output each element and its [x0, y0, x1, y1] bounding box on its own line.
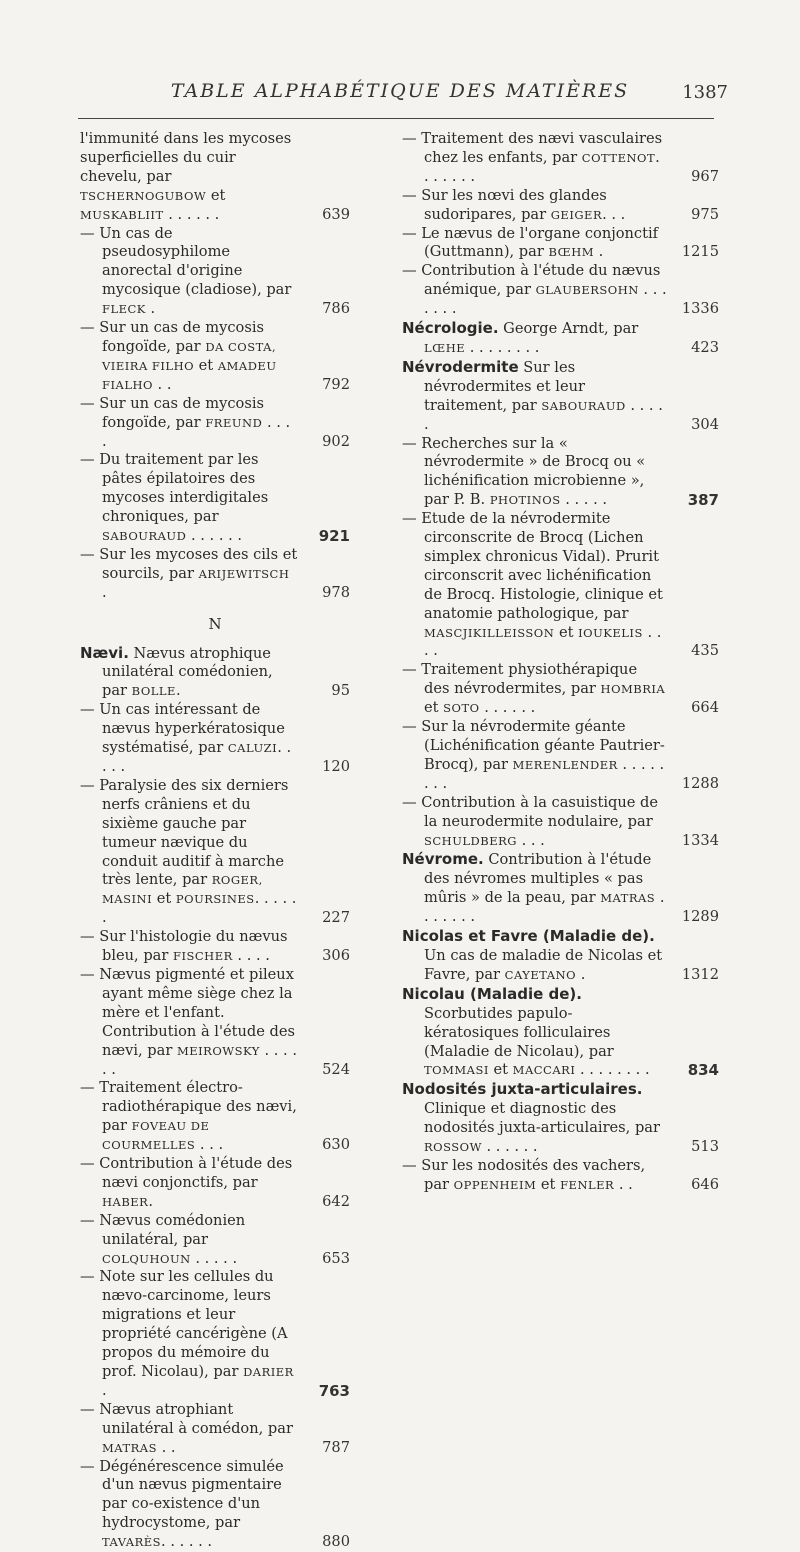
entry-text: — Du traitement par les pâtes épilatoires des mycoses interdigitales chroniques, par	[80, 451, 269, 526]
entry-page: 630	[322, 1136, 350, 1154]
entry-heading: Nécrologie.	[402, 319, 499, 338]
index-entry: Névrome. Contribution à l'étude des névromes multiples « pas mûris » de la peau, par MATRAS . . . . . . . 1289	[402, 850, 719, 926]
entry-conj: et	[198, 356, 214, 374]
entry-heading: Névrome.	[402, 850, 484, 869]
entry-page: 1289	[681, 908, 719, 926]
entry-author: BOLLE	[131, 684, 176, 699]
entry-author: TSCHERNOGUBOW	[80, 188, 207, 203]
entry-text: — Nævus comédonien unilatéral, par	[80, 1211, 246, 1248]
entry-page: 387	[687, 491, 719, 510]
index-entry: — Note sur les cellules du nævo-carcinome, leurs migrations et leur propriété cancérigène (A propos du mémoire du prof. Nicolau), par DARIER . 763	[80, 1268, 350, 1400]
entry-conj: et	[493, 1061, 509, 1079]
entry-author: COLQUHOUN	[102, 1251, 191, 1266]
index-entry: — Contribution à la casuistique de la neurodermite nodulaire, par SCHULDBERG . . . 1334	[402, 793, 719, 849]
index-entry: — Contribution à l'étude des nævi conjonctifs, par HABER. 642	[80, 1155, 350, 1210]
entry-text: — Nævus atrophiant unilatéral à comédon, par	[80, 1400, 293, 1437]
index-entry: — Paralysie des six derniers nerfs crâniens et du sixième gauche par tumeur nævique du conduit auditif à marche très lente, par ROGER, MASINI et POURSINES. . . . . . 227	[80, 776, 350, 927]
entry-author: PHOTINOS	[489, 493, 561, 508]
index-entry: — Nævus pigmenté et pileux ayant même siège chez la mère et l'enfant. Contribution à l'étude des nævi, par MEIROWSKY . . . . . . 524	[80, 965, 350, 1078]
index-entry: — Sur les nœvi des glandes sudoripares, par GEIGER. . . 975	[402, 186, 719, 223]
index-entry: Névrodermite Sur les névrodermites et leur traitement, par SABOURAUD . . . . . 304	[402, 357, 719, 433]
entry-text: — Sur les nodosités des vachers, par	[402, 1156, 646, 1193]
entry-author: DA COSTA, VIEIRA FILHO	[102, 339, 277, 373]
index-entry: — Recherches sur la « névrodermite » de Brocq ou « lichénification microbienne », par P. B. PHOTINOS . . . . . 387	[402, 434, 719, 510]
index-entry: — Sur l'histologie du nævus bleu, par FISCHER . . . . 306	[80, 928, 350, 965]
entry-page: 639	[322, 205, 350, 223]
entry-text: — Traitement des nævi vasculaires chez les enfants, par	[402, 130, 663, 166]
index-entry: — Nævus comédonien unilatéral, par COLQUHOUN . . . . . 653	[80, 1211, 350, 1267]
index-entry: — Un cas de pseudosyphilome anorectal d'origine mycosique (cladiose), par FLECK . 786	[80, 224, 350, 318]
entry-author: MACCARI	[512, 1063, 576, 1078]
right-column	[402, 130, 719, 1195]
entry-conj: et	[424, 699, 439, 717]
index-entry: Nodosités juxta-articulaires. Clinique et diagnostic des nodosités juxta-articulaires, par ROSSOW . . . . . . 513	[402, 1080, 719, 1156]
entry-author: ROSSOW	[424, 1140, 482, 1155]
entry-text: — Sur la névrodermite géante (Lichénification géante Pautrier-Brocq), par	[402, 718, 665, 773]
entry-text: Clinique et diagnostic des nodosités juxta-articulaires, par	[424, 1100, 660, 1137]
entry-page: 120	[322, 758, 350, 775]
index-entry: — Traitement des nævi vasculaires chez les enfants, par COTTENOT. . . . . . . 967	[402, 130, 719, 185]
entry-author: HABER	[102, 1194, 149, 1209]
entry-page: 646	[691, 1175, 719, 1193]
header-rule	[78, 118, 714, 119]
section-letter: N	[208, 614, 222, 633]
entry-text: Contribution à l'étude des névromes multiples « pas mûris » de la peau, par	[424, 851, 652, 907]
entry-author: AMADEU FIALHO	[102, 358, 277, 392]
entry-text: Scorbutides papulo-kératosiques folliculaires (Maladie de Nicolau), par	[424, 1004, 614, 1060]
entry-author: MASCJIKILLEISSON	[424, 625, 555, 640]
entry-text: — Traitement électro-radiothérapique des nævi, par	[80, 1079, 297, 1135]
index-entry: — Sur la névrodermite géante (Lichénification géante Pautrier-Brocq), par MERENLENDER . . . . . . . . 1288	[402, 718, 719, 792]
entry-text: — Paralysie des six derniers nerfs crâniens et du sixième gauche par tumeur nævique du conduit auditif à marche très lente, par	[80, 776, 289, 889]
entry-author: TOMMASI	[424, 1063, 489, 1078]
entry-heading: Nicolau (Maladie de).	[402, 984, 582, 1003]
index-entry: — Sur les mycoses des cils et sourcils, par ARIJEWITSCH . 978	[80, 545, 350, 601]
index-entry: Nicolas et Favre (Maladie de). Un cas de maladie de Nicolas et Favre, par CAYETANO . 1312	[402, 927, 719, 983]
entry-author: MATRAS	[102, 1440, 157, 1455]
entry-page: 513	[691, 1138, 719, 1156]
index-entry: — Un cas intéressant de nævus hyperkératosique systématisé, par CALUZI. . . . . 120	[80, 701, 350, 775]
entry-text: — Sur les mycoses des cils et sourcils, par	[80, 545, 298, 582]
entry-page: 786	[322, 300, 350, 318]
index-entry: — Nævus atrophiant unilatéral à comédon, par MATRAS . . 787	[80, 1400, 350, 1456]
entry-text: Un cas de maladie de Nicolas et Favre, par	[424, 946, 663, 983]
index-entry: — Dégénérescence simulée d'un nævus pigmentaire par co-existence d'un hydrocystome, par TAVARÈS. . . . . . 880	[80, 1457, 350, 1551]
entry-heading: Névrodermite	[402, 357, 519, 376]
entry-page: 921	[318, 527, 350, 546]
entry-author: DARIER	[243, 1365, 294, 1379]
entry-author: CALUZI	[227, 741, 278, 756]
entry-page: 1288	[681, 774, 719, 792]
index-entry: Nævi. Nævus atrophique unilatéral comédonien, par BOLLE. 95	[80, 643, 350, 700]
entry-page: 306	[322, 947, 350, 965]
entry-page: 967	[691, 167, 719, 185]
entry-text: — Un cas de pseudosyphilome anorectal d'origine mycosique (cladiose), par	[80, 224, 292, 299]
entry-page: 1336	[681, 300, 719, 318]
entry-page: 763	[318, 1381, 350, 1400]
entry-text: — Sur les nœvi des glandes sudoripares, par	[402, 186, 607, 223]
entry-author: ROGER, MASINI	[102, 873, 263, 907]
entry-text: l'immunité dans les mycoses superficielles du cuir chevelu, par	[80, 130, 292, 185]
entry-author: SCHULDBERG	[424, 833, 517, 848]
entry-page: 1215	[681, 243, 719, 261]
entry-author: MERENLENDER	[512, 757, 618, 772]
index-entry: — Le nævus de l'organe conjonctif (Guttmann), par BŒHM . 1215	[402, 224, 719, 261]
entry-text: — Sur un cas de mycosis fongoïde, par	[80, 319, 264, 355]
entry-page: 524	[322, 1060, 350, 1078]
entry-text: — Traitement physiothérapique des névrodermites, par	[402, 661, 638, 698]
entry-author: FREUND	[205, 415, 263, 430]
entry-conj: et	[558, 623, 574, 641]
entry-author: SOTO	[443, 701, 480, 716]
entry-page: 902	[322, 432, 350, 450]
left-column	[80, 130, 350, 1552]
entry-author: OPPENHEIM	[453, 1177, 537, 1192]
entry-author: TAVARÈS	[102, 1535, 162, 1550]
entry-text: — Dégénérescence simulée d'un nævus pigmentaire par co-existence d'un hydrocystome, par	[80, 1457, 284, 1532]
entry-author: GEIGER	[550, 207, 603, 222]
index-entry: — Traitement physiothérapique des névrodermites, par HOMBRIA et SOTO . . . . . . 664	[402, 661, 719, 717]
entry-page: 642	[322, 1192, 350, 1210]
entry-page: 787	[322, 1438, 350, 1456]
entry-text: — Etude de la névrodermite circonscrite de Brocq (Lichen simplex chronicus Vidal). Prurit circonscrit avec lichénification de Brocq. Histologie, clinique et anatomie pathologique, par	[402, 510, 663, 622]
entry-heading: Nicolas et Favre (Maladie de).	[402, 927, 655, 946]
entry-page: 227	[322, 909, 350, 927]
index-entry: Nicolau (Maladie de). Scorbutides papulo-kératosiques folliculaires (Maladie de Nicolau), par TOMMASI et MACCARI . . . . . . . . 834	[402, 984, 719, 1080]
entry-author: SABOURAUD	[541, 398, 626, 413]
entry-page: 834	[687, 1061, 719, 1080]
entry-text: — Contribution à l'étude des nævi conjonctifs, par	[80, 1155, 293, 1191]
entry-page: 664	[691, 699, 719, 717]
entry-text: George Arndt, par	[503, 320, 639, 338]
entry-author: COTTENOT	[581, 150, 656, 165]
entry-author: FLECK	[102, 302, 146, 317]
index-entry: l'immunité dans les mycoses superficielles du cuir chevelu, par TSCHERNOGUBOW et MUSKABLIIT . . . . . . 639	[80, 130, 350, 223]
entry-text: Sur les névrodermites et leur traitement, par	[424, 358, 585, 414]
index-entry: — Du traitement par les pâtes épilatoires des mycoses interdigitales chroniques, par SABOURAUD . . . . . . 921	[80, 451, 350, 546]
entry-author: FENLER	[560, 1177, 615, 1192]
entry-page: 1334	[681, 831, 719, 849]
entry-author: LŒHE	[424, 340, 466, 355]
entry-heading: Nodosités juxta-articulaires.	[402, 1080, 643, 1099]
entry-page: 880	[322, 1533, 350, 1551]
entry-author: GLAUBERSOHN	[535, 283, 639, 298]
entry-author: IOUKELIS	[578, 625, 643, 640]
entry-heading: Nævi.	[80, 643, 129, 662]
entry-conj: et	[540, 1175, 556, 1193]
entry-author: BŒHM	[548, 245, 594, 260]
entry-author: MEIROWSKY	[176, 1043, 260, 1058]
entry-author: ARIJEWITSCH	[198, 566, 290, 581]
entry-page: 95	[331, 682, 350, 700]
entry-author: SABOURAUD	[102, 529, 187, 544]
index-entry: — Sur un cas de mycosis fongoïde, par FREUND . . . . 902	[80, 394, 350, 450]
index-entry: — Sur un cas de mycosis fongoïde, par DA COSTA, VIEIRA FILHO et AMADEU FIALHO . . 792	[80, 319, 350, 393]
entry-conj: et	[210, 186, 226, 204]
entry-page: 423	[691, 338, 719, 356]
entry-text: — Contribution à l'étude du nævus anémique, par	[402, 262, 661, 299]
entry-page: 792	[322, 375, 350, 393]
entry-text: — Sur l'histologie du nævus bleu, par	[80, 928, 288, 965]
entry-page: 1312	[681, 965, 719, 983]
entry-text: — Note sur les cellules du nævo-carcinome, leurs migrations et leur propriété cancérigène (A propos du mémoire du prof. Nicolau), par	[80, 1268, 288, 1380]
entry-page: 304	[691, 415, 719, 433]
entry-author: HOMBRIA	[600, 682, 666, 697]
entry-text: — Contribution à la casuistique de la neurodermite nodulaire, par	[402, 793, 658, 830]
index-entry: — Etude de la névrodermite circonscrite de Brocq (Lichen simplex chronicus Vidal). Prurit circonscrit avec lichénification de Brocq. Histologie, clinique et anatomie pathologique, par MASCJIKILLEISSON et IOUKELIS . . . . 435	[402, 510, 719, 660]
entry-page: 975	[691, 205, 719, 223]
entry-text: — Recherches sur la « névrodermite » de Brocq ou « lichénification microbienne », par P. B.	[402, 434, 646, 509]
page-header-title: TABLE ALPHABÉTIQUE DES MATIÈRES	[170, 80, 630, 102]
entry-page: 435	[691, 642, 719, 660]
entry-text: — Sur un cas de mycosis fongoïde, par	[80, 394, 264, 431]
index-entry: — Traitement électro-radiothérapique des nævi, par FOVEAU DE COURMELLES . . . 630	[80, 1079, 350, 1154]
index-entry: Nécrologie. George Arndt, par LŒHE . . . . . . . . 423	[402, 319, 719, 356]
page-number: 1387	[682, 82, 728, 103]
entry-author: MATRAS	[600, 891, 656, 906]
entry-author: MUSKABLIIT	[80, 207, 164, 222]
entry-author: POURSINES	[175, 892, 255, 907]
entry-conj: et	[156, 890, 172, 908]
index-entry: — Contribution à l'étude du nævus anémique, par GLAUBERSOHN . . . . . . . 1336	[402, 262, 719, 318]
entry-text: — Nævus pigmenté et pileux ayant même siège chez la mère et l'enfant. Contribution à l'étude des nævi, par	[80, 965, 295, 1059]
entry-author: FOVEAU DE COURMELLES	[102, 1119, 210, 1153]
entry-author: FISCHER	[172, 949, 233, 964]
entry-text: — Un cas intéressant de nævus hyperkératosique systématisé, par	[80, 701, 285, 757]
entry-page: 978	[322, 583, 350, 601]
index-entry: — Sur les nodosités des vachers, par OPPENHEIM et FENLER . . 646	[402, 1156, 719, 1193]
entry-text: — Le nævus de l'organe conjonctif (Guttmann), par	[402, 224, 659, 261]
entry-text: Nævus atrophique unilatéral comédonien, par	[102, 644, 273, 700]
entry-page: 653	[322, 1249, 350, 1267]
entry-author: CAYETANO	[504, 967, 577, 982]
